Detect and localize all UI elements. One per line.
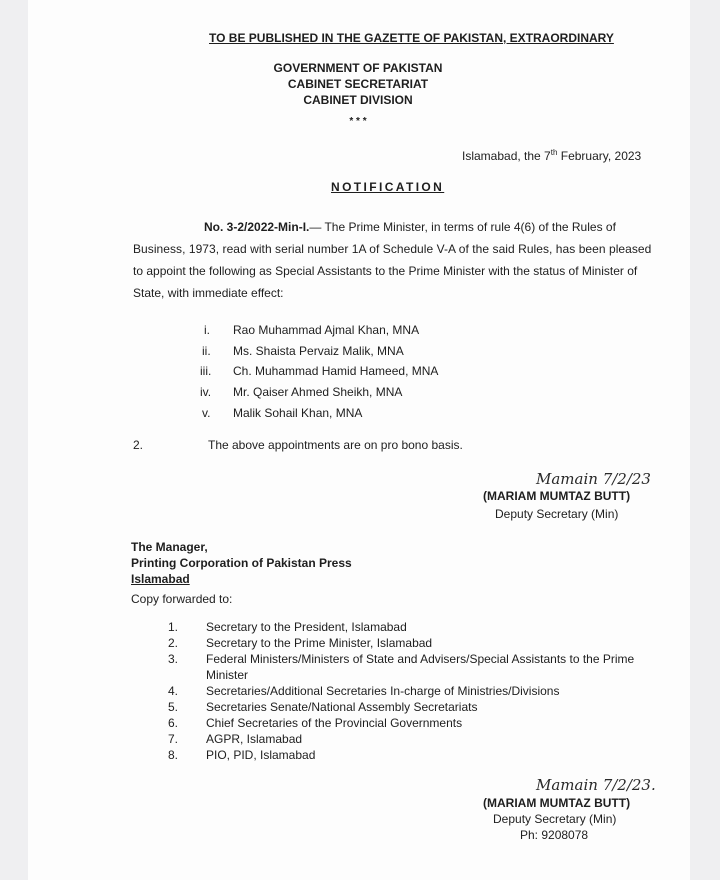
addressee-line3: Islamabad — [131, 572, 190, 586]
copy-item-text: Secretary to the President, Islamabad — [206, 620, 407, 634]
copy-item-text: Secretary to the Prime Minister, Islamabad — [206, 636, 433, 650]
copy-item-num: 2. — [168, 636, 179, 650]
appointee-num: iv. — [200, 385, 212, 399]
para1-line1: No. 3-2/2022-Min-I.— The Prime Minister, in terms of rule 4(6) of the Rules of — [204, 220, 616, 234]
signatory-name: (MARIAM MUMTAZ BUTT) — [483, 796, 631, 810]
signatory-title: Deputy Secretary (Min) — [493, 812, 617, 826]
appointee-name: Rao Muhammad Ajmal Khan, MNA — [233, 323, 420, 337]
copy-item-text-cont: Minister — [206, 668, 249, 682]
para1-line3: to appoint the following as Special Assistants to the Prime Minister with the status of Minister of — [133, 264, 638, 278]
addressee-line2: Printing Corporation of Pakistan Press — [131, 556, 352, 570]
copy-item-text: Federal Ministers/Ministers of State and Advisers/Special Assistants to the Prime — [206, 652, 635, 666]
copy-item-text: PIO, PID, Islamabad — [206, 748, 316, 762]
org-line-secretariat: CABINET SECRETARIAT — [287, 77, 429, 91]
copy-item-num: 4. — [168, 684, 179, 698]
appointee-name: Ch. Muhammad Hamid Hameed, MNA — [233, 364, 439, 378]
appointee-num: v. — [202, 406, 211, 420]
signatory-name: (MARIAM MUMTAZ BUTT) — [483, 489, 631, 503]
appointee-name: Malik Sohail Khan, MNA — [233, 406, 363, 420]
copy-item-num: 6. — [168, 716, 179, 730]
document-page — [28, 0, 690, 880]
org-line-division: CABINET DIVISION — [303, 93, 413, 107]
org-line-government: GOVERNMENT OF PAKISTAN — [273, 61, 443, 75]
gazette-heading: TO BE PUBLISHED IN THE GAZETTE OF PAKISTAN, EXTRAORDINARY — [209, 31, 614, 45]
appointee-num: ii. — [202, 344, 211, 358]
copy-item-text: Secretaries Senate/National Assembly Secretariats — [206, 700, 478, 714]
para2-number: 2. — [133, 438, 144, 452]
notification-title: NOTIFICATION — [331, 180, 445, 194]
handwritten-signature: Mamain 7/2/23. — [536, 776, 656, 794]
signatory-title: Deputy Secretary (Min) — [495, 507, 619, 521]
para1-line2: Business, 1973, read with serial number 1A of Schedule V-A of the said Rules, has been pleased — [133, 242, 652, 256]
copy-forwarded-label: Copy forwarded to: — [131, 592, 233, 606]
appointee-name: Mr. Qaiser Ahmed Sheikh, MNA — [233, 385, 403, 399]
signatory-phone: Ph: 9208078 — [520, 828, 589, 842]
appointee-name: Ms. Shaista Pervaiz Malik, MNA — [233, 344, 404, 358]
copy-item-text: AGPR, Islamabad — [206, 732, 303, 746]
date-line: Islamabad, the 7th February, 2023 — [462, 148, 642, 163]
copy-item-num: 3. — [168, 652, 179, 666]
para1-line4: State, with immediate effect: — [133, 286, 284, 300]
appointee-num: iii. — [200, 364, 212, 378]
copy-item-text: Chief Secretaries of the Provincial Governments — [206, 716, 463, 730]
separator-stars: * * * — [349, 116, 367, 127]
addressee-line1: The Manager, — [131, 540, 208, 554]
copy-item-num: 7. — [168, 732, 179, 746]
copy-item-text: Secretaries/Additional Secretaries In-charge of Ministries/Divisions — [206, 684, 560, 698]
copy-item-num: 1. — [168, 620, 179, 634]
para2-text: The above appointments are on pro bono basis. — [208, 438, 463, 452]
copy-item-num: 5. — [168, 700, 179, 714]
copy-item-num: 8. — [168, 748, 179, 762]
appointee-num: i. — [204, 323, 210, 337]
handwritten-signature: Mamain 7/2/23 — [536, 470, 651, 488]
